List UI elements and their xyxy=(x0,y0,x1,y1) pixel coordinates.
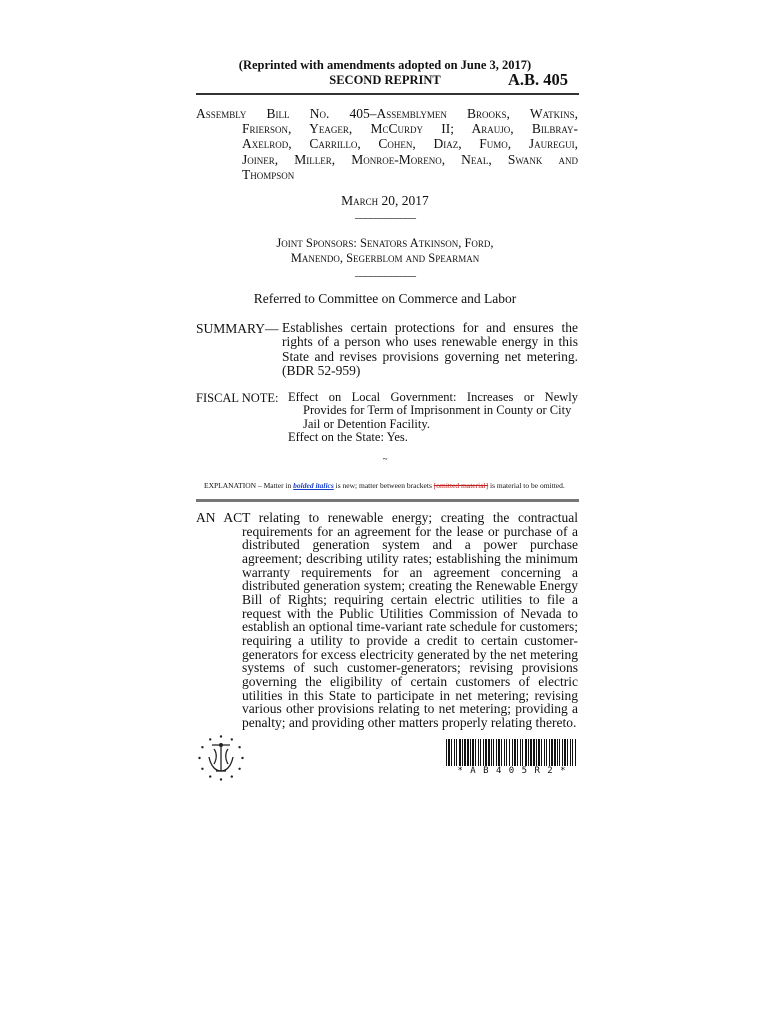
barcode-bar xyxy=(533,739,535,766)
barcode-bar xyxy=(536,739,537,766)
sponsors-line-5: Thompson xyxy=(242,166,295,182)
explanation-middle: is new; matter between brackets xyxy=(333,481,434,490)
barcode-bar xyxy=(546,739,547,766)
barcode-bar xyxy=(478,739,479,766)
barcode-bar xyxy=(575,739,576,766)
sponsors-line-2: Frierson, Yeager, McCurdy II; Araujo, Bilbray- xyxy=(242,121,578,137)
referred-committee: Referred to Committee on Commerce and Labor xyxy=(253,291,517,306)
act-text xyxy=(196,511,578,730)
barcode-bar xyxy=(538,739,540,766)
barcode-bar xyxy=(520,739,521,766)
barcode-bar xyxy=(472,739,474,766)
barcode-bar xyxy=(551,739,553,766)
barcode-bar xyxy=(475,739,476,766)
barcode-bar xyxy=(541,739,542,766)
act-line: distributed generation system and a power purchase xyxy=(242,537,578,553)
barcode-bar xyxy=(570,739,571,766)
barcode-bar xyxy=(496,739,497,766)
barcode-bar xyxy=(446,739,447,766)
act-line: various other provisions relating to net metering; providing a xyxy=(242,701,578,717)
sponsors-line-4: Joiner, Miller, Monroe-Moreno, Neal, Swank and xyxy=(242,151,578,167)
barcode-bar xyxy=(488,739,490,766)
act-line: utilities in this State to participate in net metering; revising xyxy=(242,687,578,703)
explanation-note xyxy=(204,481,565,490)
barcode-bar xyxy=(528,739,529,766)
fiscal-note-label: FISCAL NOTE: xyxy=(196,391,279,405)
bill-sponsors xyxy=(196,106,578,182)
barcode-bar xyxy=(562,739,563,766)
barcode-bar xyxy=(522,739,523,766)
act-line: penalty; and providing other matters properly relating thereto. xyxy=(242,714,577,730)
barcode-bar xyxy=(456,739,457,766)
explanation-omitted-sample: [omitted material] xyxy=(433,481,489,490)
act-line: warranty requirements for an agreement concerning a xyxy=(242,564,578,580)
act-line-1: AN ACT relating to renewable energy; creating the contractual xyxy=(196,510,578,525)
barcode-bar xyxy=(549,739,550,766)
barcode-bar xyxy=(567,739,568,766)
explanation-prefix: EXPLANATION – Matter in xyxy=(204,481,294,490)
barcode-bar xyxy=(467,739,469,766)
act-line: Bill of Rights; requiring certain electric utilities to file a xyxy=(242,591,578,607)
act-line: requirements for an agreement for the lease or purchase of a xyxy=(242,523,578,539)
barcode-bar xyxy=(491,739,492,766)
barcode-bar xyxy=(498,739,500,766)
barcode-bar xyxy=(470,739,471,766)
barcode-bar xyxy=(464,739,466,766)
barcode-bar xyxy=(504,739,505,766)
act-line: governing the eligibility of certain customers of electric xyxy=(242,673,578,689)
explanation-rule xyxy=(196,499,579,502)
nevada-seal-icon xyxy=(196,733,246,783)
barcode-bar xyxy=(525,739,527,766)
barcode-text: * A B 4 0 5 R 2 * xyxy=(457,766,567,776)
joint-sponsors-line-2: Manendo, Segerblom and Spearman xyxy=(290,251,480,265)
barcode-bar xyxy=(512,739,513,766)
barcode xyxy=(446,739,578,766)
divider-2: ____________ xyxy=(355,264,415,278)
barcode-bar xyxy=(483,739,484,766)
barcode-bar xyxy=(514,739,516,766)
barcode-bar xyxy=(451,739,452,766)
fiscal-note-text xyxy=(288,391,578,444)
joint-sponsors-line-1: Joint Sponsors: Senators Atkinson, Ford, xyxy=(276,236,494,250)
bill-number: A.B. 405 xyxy=(508,70,569,89)
act-line: generators for excess electricity generated by the net metering xyxy=(242,646,578,662)
act-line: requiring a utility to provide a credit to certain customer- xyxy=(242,632,578,648)
barcode-bar xyxy=(517,739,518,766)
act-line: distributed generation system; creating the Renewable Energy xyxy=(242,578,578,594)
act-line: agreement; describing utility rates; establishing the minimum xyxy=(242,550,578,566)
act-line: request with the Public Utilities Commission of Nevada to xyxy=(242,605,578,621)
barcode-bar xyxy=(454,739,455,766)
barcode-bar xyxy=(530,739,532,766)
barcode-bar xyxy=(506,739,507,766)
fiscal-line-1: Effect on Local Government: Increases or Newly xyxy=(288,390,578,404)
sponsors-line-3: Axelrod, Carrillo, Cohen, Diaz, Fumo, Jauregui, xyxy=(242,136,578,152)
fiscal-line-4: Effect on the State: Yes. xyxy=(288,429,408,444)
header-rule xyxy=(196,93,579,95)
reprint-label: SECOND REPRINT xyxy=(329,73,441,87)
barcode-bar xyxy=(544,739,545,766)
barcode-bar xyxy=(564,739,566,766)
barcode-bar xyxy=(559,739,560,766)
barcode-bar xyxy=(493,739,494,766)
explanation-new-sample: bolded italics xyxy=(293,481,334,490)
joint-sponsors xyxy=(0,236,770,266)
barcode-bar xyxy=(557,739,558,766)
barcode-bar xyxy=(480,739,481,766)
act-line: establish an optional time-variant rate schedule for customers; xyxy=(242,619,578,635)
barcode-bar xyxy=(462,739,463,766)
fiscal-line-3: Jail or Detention Facility. xyxy=(303,416,430,431)
explanation-suffix: is material to be omitted. xyxy=(488,481,565,490)
barcode-bar xyxy=(501,739,502,766)
summary-label: SUMMARY— xyxy=(196,321,279,336)
barcode-bar xyxy=(509,739,510,766)
introduction-date: March 20, 2017 xyxy=(341,193,429,208)
divider-1: ____________ xyxy=(355,206,415,220)
barcode-bar xyxy=(459,739,461,766)
fiscal-line-2: Provides for Term of Imprisonment in County or City xyxy=(303,403,572,418)
reprint-note: (Reprinted with amendments adopted on June 3, 2017) xyxy=(238,58,532,72)
act-line: systems of such customer-generators; revising provisions xyxy=(242,660,578,676)
sponsors-line-1: Assembly Bill No. 405–Assemblymen Brooks, Watkins, xyxy=(196,106,578,121)
barcode-bar xyxy=(572,739,573,766)
section-separator: ~ xyxy=(382,454,388,464)
barcode-bar xyxy=(554,739,556,766)
barcode-bar xyxy=(485,739,487,766)
barcode-bar xyxy=(448,739,450,766)
summary-text: Establishes certain protections for and ensures the rights of a person who uses renewable energy in this State and revises provisions governing net metering. (BDR 52-959) xyxy=(282,320,578,378)
